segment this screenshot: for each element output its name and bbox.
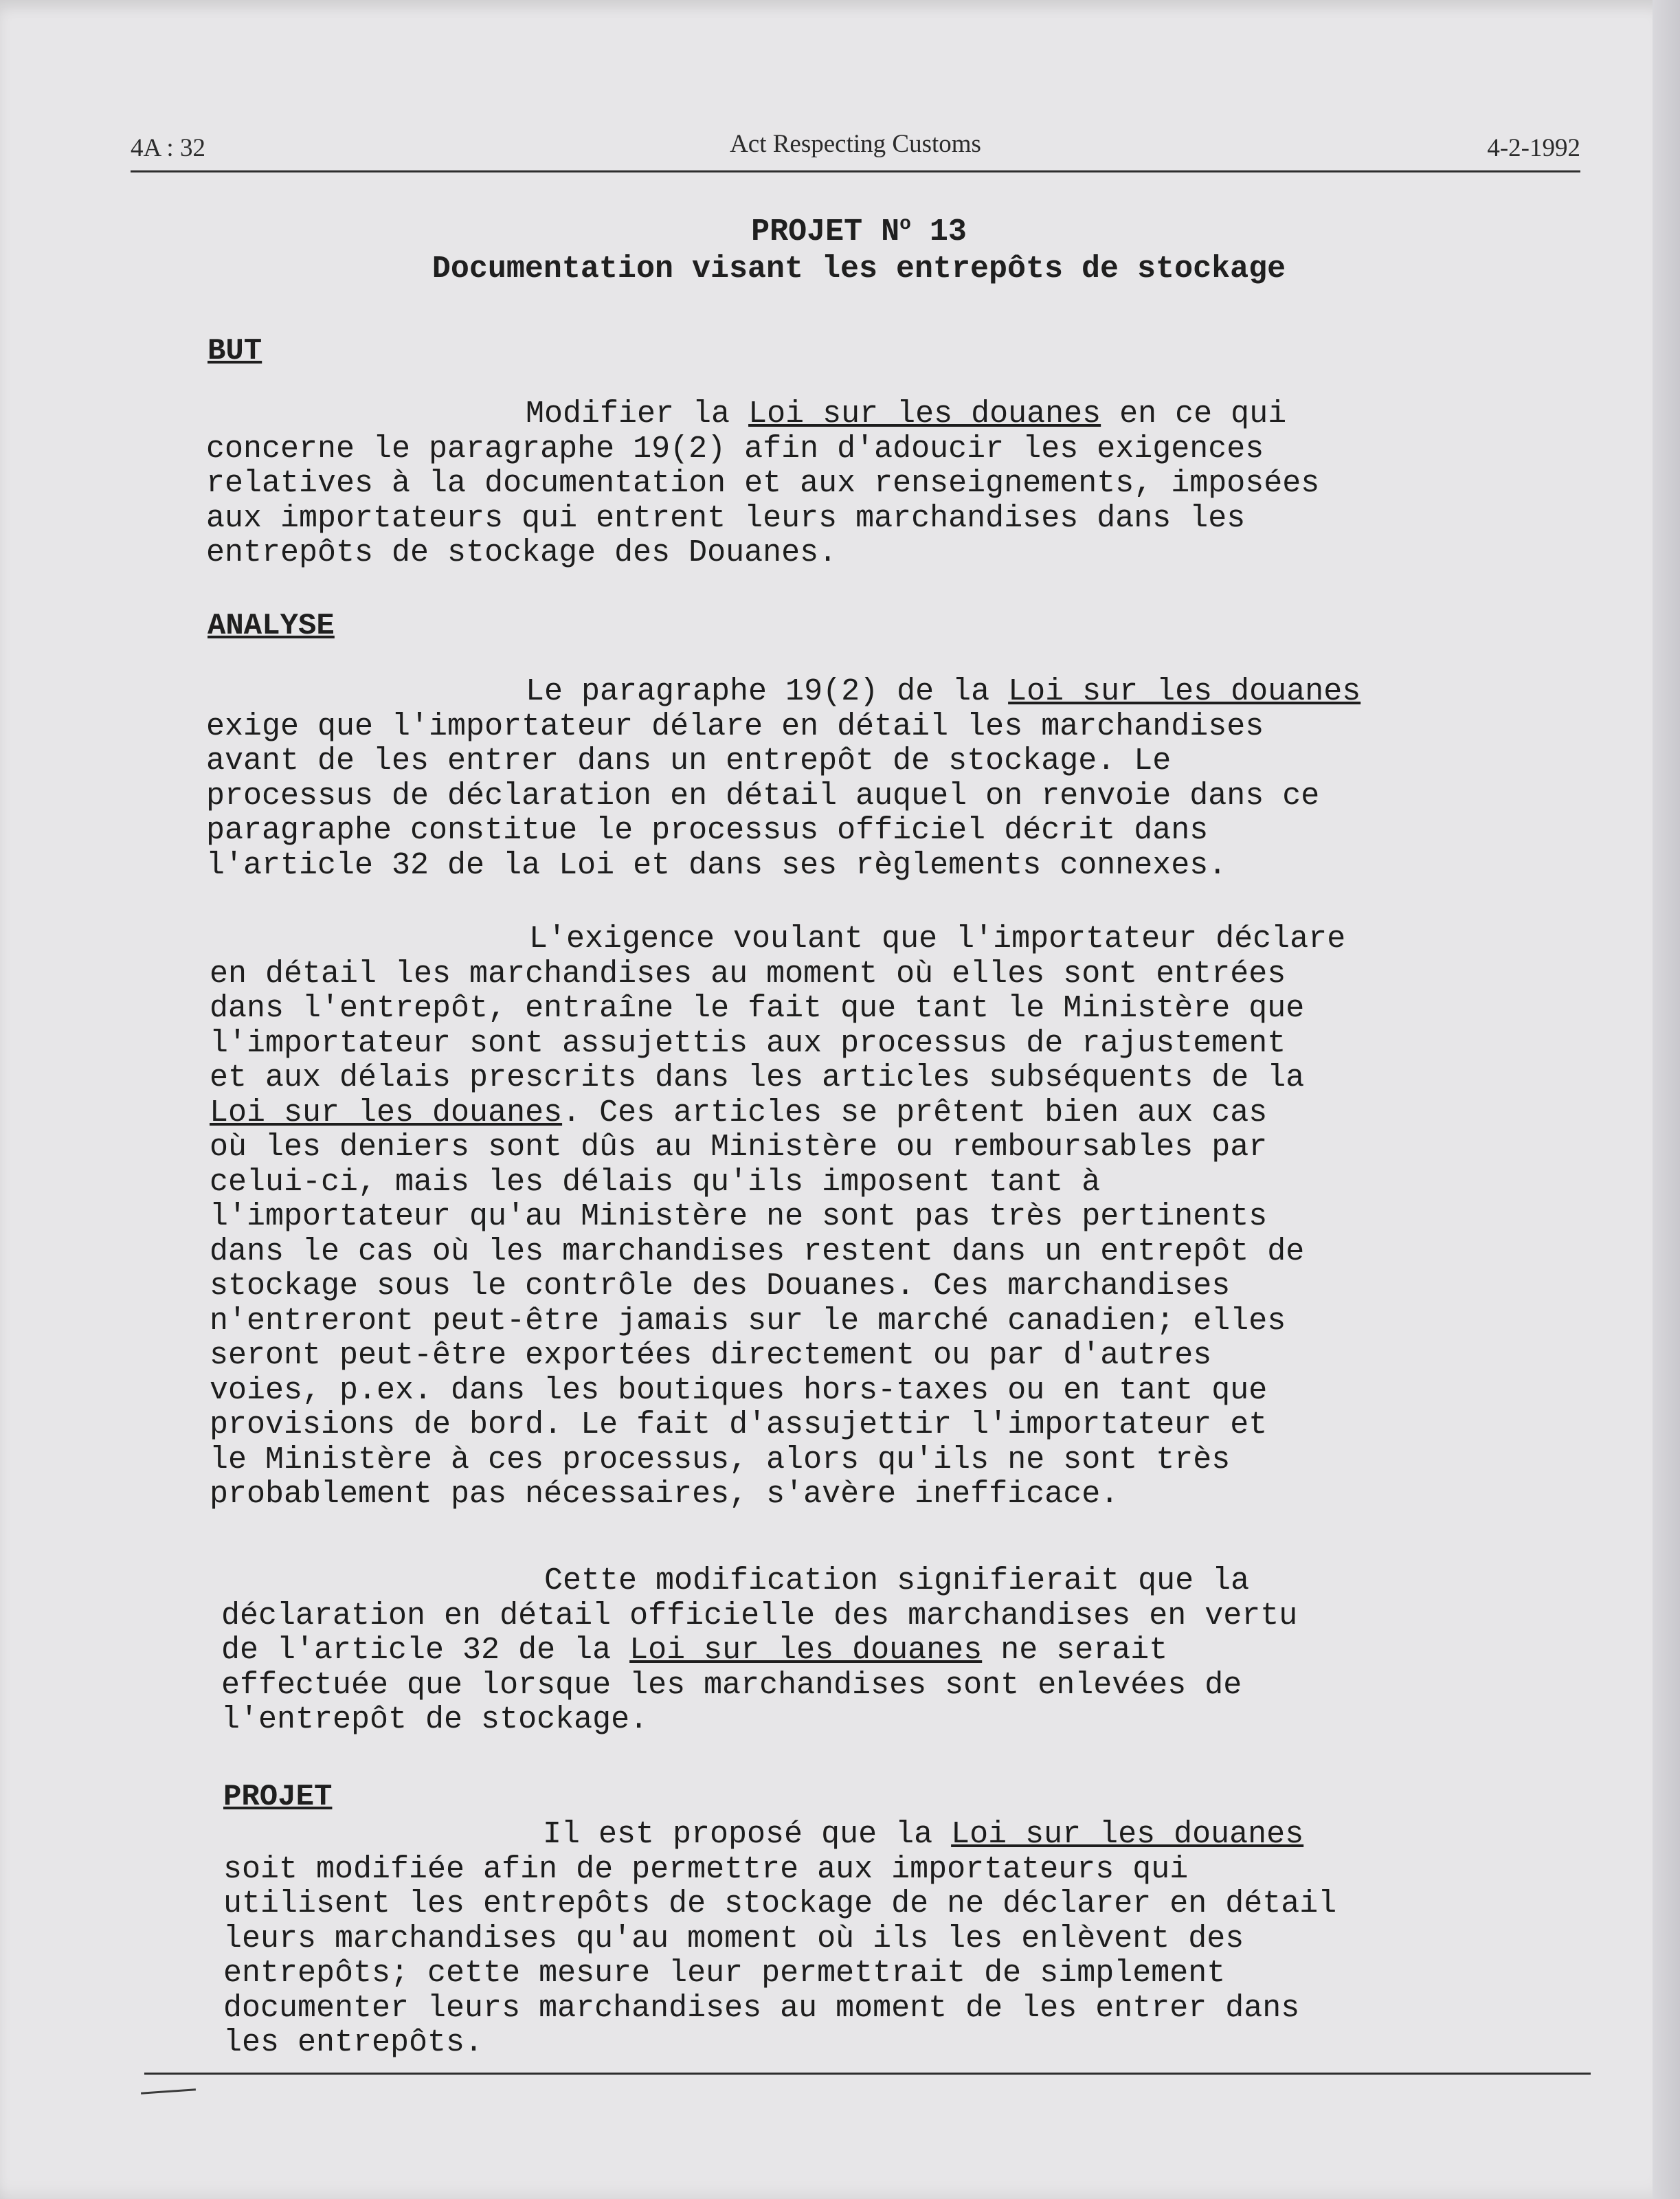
project-subject: Documentation visant les entrepôts de stockage [432, 252, 1286, 287]
section-heading-projet: PROJET [223, 1780, 333, 1814]
footer-mark [141, 2088, 196, 2095]
paragraph-analyse-3: Cette modification signifierait que la déclaration en détail officielle des marchandises en vertu de l'article 32 de la Loi sur les douanes ne serait effectuée que lorsque les marchandises sont enlevées de l'entrepôt de stockage. [221, 1563, 1298, 1737]
running-header [131, 122, 1580, 172]
law-reference: Loi sur les douanes [951, 1817, 1304, 1852]
running-title: Act Respecting Customs [730, 130, 981, 158]
law-reference: Loi sur les douanes [629, 1633, 983, 1668]
paragraph-analyse-1: Le paragraphe 19(2) de la Loi sur les douanes exige que l'importateur délare en détail les marchandises avant de les entrer dans un entrepôt de stockage. Le processus de déclaration en détail auquel on renvoie dans ce paragraphe constitue le processus officiel décrit dans l'article 32 de la Loi et dans ses règlements connexes. [206, 674, 1361, 883]
header-date: 4-2-1992 [1487, 134, 1580, 162]
document-title [131, 206, 1587, 288]
section-heading-but: BUT [208, 334, 262, 368]
page-reference: 4A : 32 [131, 134, 205, 162]
paragraph-analyse-2: L'exigence voulant que l'importateur déclare en détail les marchandises au moment où elles sont entrées dans l'entrepôt, entraîne le fait que tant le Ministère que l'importateur sont assujettis aux processus de rajustement et aux délais prescrits dans les articles subséquents de la Loi sur les douanes. Ces articles se prêtent bien aux cas où les deniers sont dûs au Ministère ou remboursables par celui-ci, mais les délais qu'ils imposent tant à l'importateur qu'au Ministère ne sont pas très pertinents dans le cas où les marchandises restent dans un entrepôt de stockage sous le contrôle des Douanes. Ces marchandises n'entreront peut-être jamais sur le marché canadien; elles seront peut-être exportées directement ou par d'autres voies, p.ex. dans les boutiques hors-taxes ou en tant que provisions de bord. Le fait d'assujettir l'importateur et le Ministère à ces processus, alors qu'ils ne sont très probablement pas nécessaires, s'avère inefficace. [210, 922, 1346, 1512]
paragraph-projet: Il est proposé que la Loi sur les douanes soit modifiée afin de permettre aux importateurs qui utilisent les entrepôts de stockage de ne déclarer en détail leurs marchandises qu'au moment où ils les enlèvent des entrepôts; cette mesure leur permettrait de simplement documenter leurs marchandises au moment de les entrer dans les entrepôts. [223, 1817, 1337, 2060]
project-number: PROJET $N^o$ 13 [751, 214, 967, 249]
law-reference: Loi sur les douanes [210, 1095, 563, 1130]
section-heading-analyse: ANALYSE [208, 609, 335, 643]
law-reference: Loi sur les douanes [1008, 674, 1361, 709]
paragraph-but: Modifier la Loi sur les douanes en ce qui concerne le paragraphe 19(2) afin d'adoucir les exigences relatives à la documentation et aux renseignements, imposées aux importateurs qui entrent leurs marchandises dans les entrepôts de stockage des Douanes. [206, 397, 1320, 570]
law-reference: Loi sur les douanes [748, 397, 1101, 432]
footer-rule [144, 2073, 1591, 2075]
page-edge [1653, 0, 1680, 2199]
